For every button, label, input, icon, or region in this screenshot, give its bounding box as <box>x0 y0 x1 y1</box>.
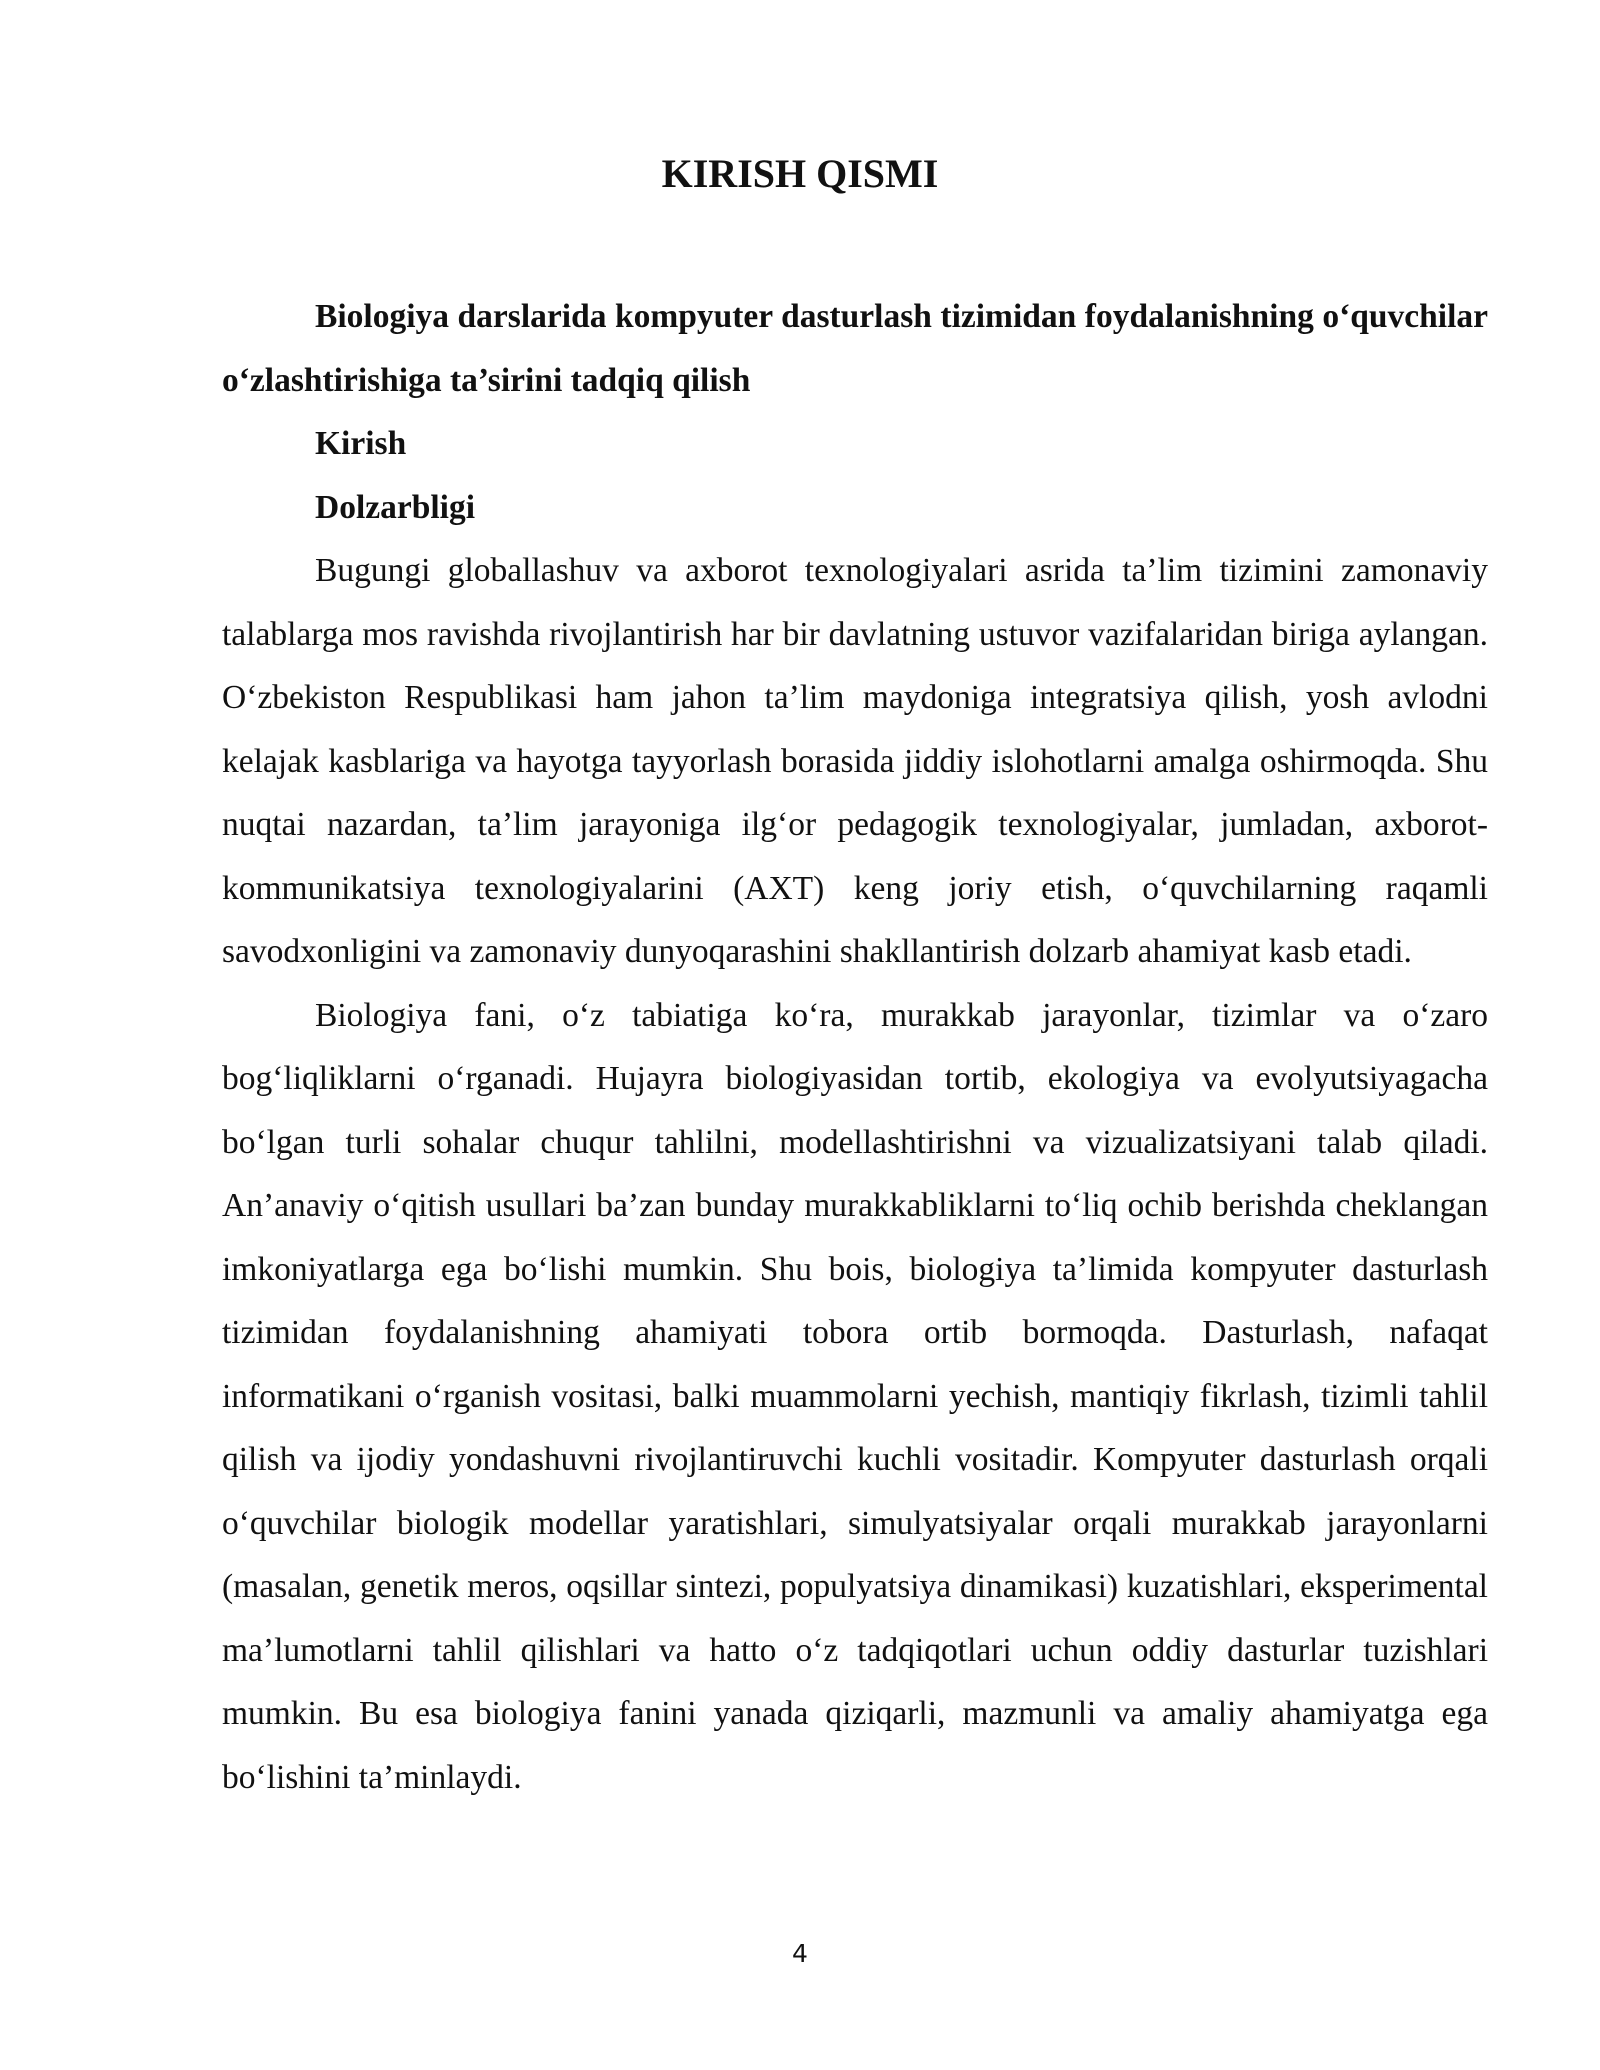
body-paragraph: Biologiya fani, o‘z tabiatiga ko‘ra, murakkab jarayonlar, tizimlar va o‘zaro bog‘liqliklarni o‘rganadi. Hujayra biologiyasidan tortib, ekologiya va evolyutsiyagacha bo‘lgan turli sohalar chuqur tahlilni, modellashtirishni va vizualizatsiyani talab qiladi. An’anaviy o‘qitish usullari ba’zan bunday murakkabliklarni to‘liq ochib berishda cheklangan imkoniyatlarga ega bo‘lishi mumkin. Shu bois, biologiya ta’limida kompyuter dasturlash tizimidan foydalanishning ahamiyati tobora ortib bormoqda. Dasturlash, nafaqat informatikani o‘rganish vositasi, balki muammolarni yechish, mantiqiy fikrlash, tizimli tahlil qilish va ijodiy yondashuvni rivojlantiruvchi kuchli vositadir. Kompyuter dasturlash orqali o‘quvchilar biologik modellar yaratishlari, simulyatsiyalar orqali murakkab jarayonlarni (masalan, genetik meros, oqsillar sintezi, populyatsiya dinamikasi) kuzatishlari, eksperimental ma’lumotlarni tahlil qilishlari va hatto o‘z tadqiqotlari uchun oddiy dasturlar tuzishlari mumkin. Bu esa biologiya fanini yanada qiziqarli, mazmunli va amaliy ahamiyatga ega bo‘lishini ta’minlaydi. <box>222 996 1488 1796</box>
subsection-heading: Dolzarbligi <box>315 488 476 526</box>
section-heading: Kirish <box>315 425 407 462</box>
body-paragraph: Bugungi globallashuv va axborot texnologiyalari asrida ta’lim tizimini zamonaviy talablarga mos ravishda rivojlantirish har bir davlatning ustuvor vazifalaridan biriga aylangan. O‘zbekiston Respublikasi ham jahon ta’lim maydoniga integratsiya qilish, yosh avlodni kelajak kasblariga va hayotga tayyorlash borasida jiddiy islohotlarni amalga oshirmoqda. Shu nuqtai nazardan, ta’lim jarayoniga ilg‘or pedagogik texnologiyalar, jumladan, axborot-kommunikatsiya texnologiyalarini (AXT) keng joriy etish, o‘quvchilarning raqamli savodxonligini va zamonaviy dunyoqarashini shakllantirish dolzarb ahamiyat kasb etadi. <box>222 552 1488 970</box>
document-body <box>222 285 1488 1809</box>
topic-heading: Biologiya darslarida kompyuter dasturlash tizimidan foydalanishning o‘quvchilar o‘zlashtirishiga ta’sirini tadqiq qilish <box>222 298 1488 399</box>
page-number: 4 <box>792 1939 808 1968</box>
page-title: KIRISH QISMI <box>661 151 939 196</box>
